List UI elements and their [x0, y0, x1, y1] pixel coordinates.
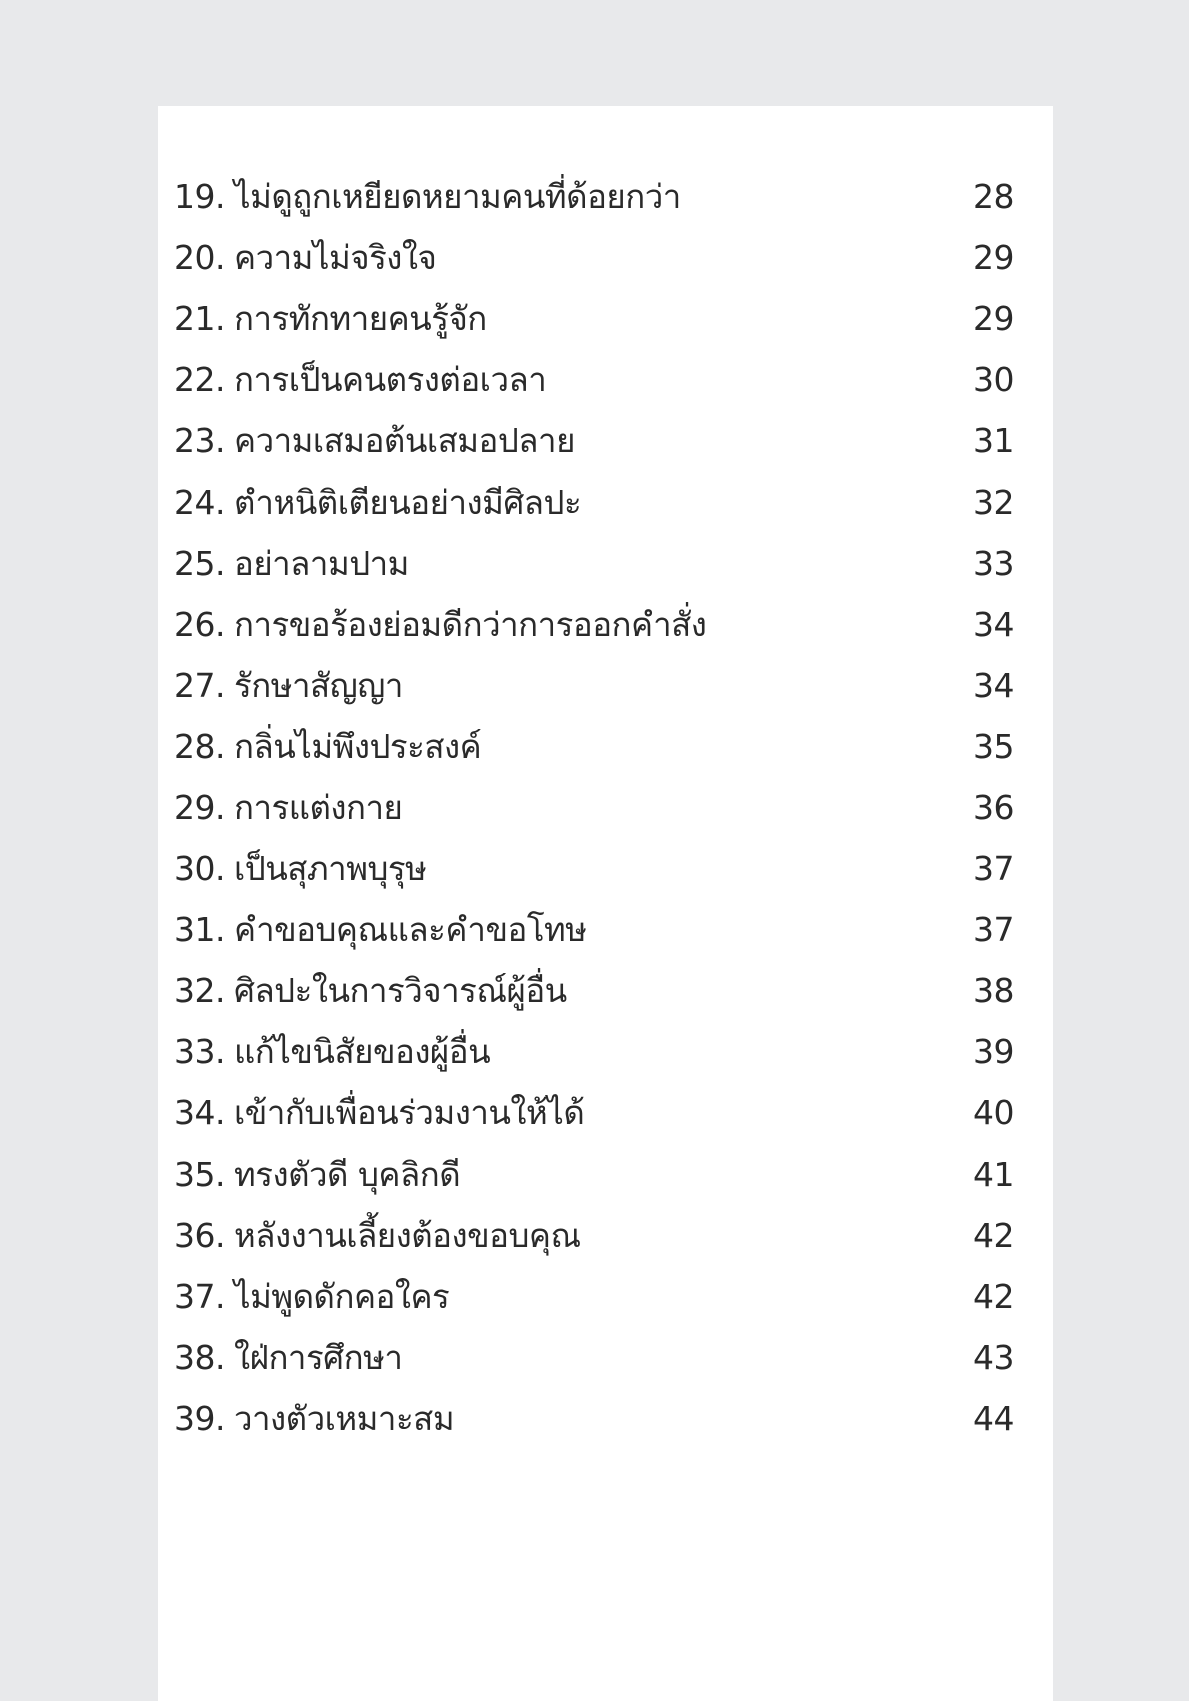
entry-page-number: 37	[973, 849, 1014, 889]
entry-page-number: 34	[973, 604, 1014, 644]
entry-page-number: 36	[973, 787, 1014, 827]
entry-title: คำขอบคุณและคำขอโทษ	[234, 910, 587, 950]
entry-page-number: 44	[973, 1398, 1014, 1438]
entry-title: การขอร้องย่อมดีกว่าการออกคำสั่ง	[234, 604, 707, 644]
entry-page-number: 29	[973, 238, 1014, 278]
entry-number: 30.	[174, 849, 225, 889]
entry-number: 22.	[174, 360, 225, 400]
toc-entry	[174, 1021, 1014, 1082]
entry-page-number: 43	[973, 1337, 1014, 1377]
toc-entry	[174, 655, 1014, 716]
toc-entry	[174, 594, 1014, 655]
toc-entry	[174, 1144, 1014, 1205]
entry-page-number: 28	[973, 177, 1014, 217]
entry-page-number: 35	[973, 726, 1014, 766]
entry-number: 29.	[174, 787, 225, 827]
entry-number: 28.	[174, 726, 225, 766]
toc-entry	[174, 716, 1014, 777]
toc-entry	[174, 838, 1014, 899]
toc-entry	[174, 1205, 1014, 1266]
entry-number: 33.	[174, 1032, 225, 1072]
entry-title: ใฝ่การศึกษา	[234, 1337, 403, 1377]
entry-number: 27.	[174, 665, 225, 705]
toc-entry	[174, 899, 1014, 960]
toc-entry	[174, 1327, 1014, 1388]
entry-title: ตำหนิติเตียนอย่างมีศิลปะ	[234, 482, 582, 522]
toc-entry	[174, 410, 1014, 471]
entry-page-number: 34	[973, 665, 1014, 705]
entry-title: ทรงตัวดี บุคลิกดี	[234, 1154, 461, 1194]
entry-number: 34.	[174, 1093, 225, 1133]
toc-entry	[174, 349, 1014, 410]
entry-number: 32.	[174, 971, 225, 1011]
entry-page-number: 37	[973, 910, 1014, 950]
entry-number: 25.	[174, 543, 225, 583]
entry-number: 39.	[174, 1398, 225, 1438]
entry-page-number: 41	[973, 1154, 1014, 1194]
entry-page-number: 40	[973, 1093, 1014, 1133]
entry-page-number: 38	[973, 971, 1014, 1011]
toc-entry	[174, 471, 1014, 532]
entry-title: หลังงานเลี้ยงต้องขอบคุณ	[234, 1215, 581, 1255]
entry-title: เข้ากับเพื่อนร่วมงานให้ได้	[234, 1093, 585, 1133]
entry-page-number: 31	[973, 421, 1014, 461]
entry-title: แก้ไขนิสัยของผู้อื่น	[234, 1032, 491, 1072]
toc-entry	[174, 1388, 1014, 1449]
entry-page-number: 42	[973, 1215, 1014, 1255]
entry-title: ไม่พูดดักคอใคร	[234, 1276, 450, 1316]
toc-entry	[174, 960, 1014, 1021]
entry-title: กลิ่นไม่พึงประสงค์	[234, 726, 482, 766]
entry-title: วางตัวเหมาะสม	[234, 1398, 455, 1438]
entry-page-number: 32	[973, 482, 1014, 522]
toc-entry	[174, 288, 1014, 349]
entry-number: 20.	[174, 238, 225, 278]
entry-page-number: 29	[973, 299, 1014, 339]
entry-title: อย่าลามปาม	[234, 543, 409, 583]
toc-entry	[174, 533, 1014, 594]
entry-title: การเป็นคนตรงต่อเวลา	[234, 360, 547, 400]
toc-entry	[174, 227, 1014, 288]
entry-number: 35.	[174, 1154, 225, 1194]
toc-entry	[174, 1082, 1014, 1143]
entry-page-number: 33	[973, 543, 1014, 583]
entry-page-number: 30	[973, 360, 1014, 400]
entry-number: 19.	[174, 177, 225, 217]
entry-number: 38.	[174, 1337, 225, 1377]
entry-title: ศิลปะในการวิจารณ์ผู้อื่น	[234, 971, 567, 1011]
entry-title: ความเสมอต้นเสมอปลาย	[234, 421, 575, 461]
book-page	[158, 106, 1053, 1701]
entry-number: 23.	[174, 421, 225, 461]
entry-title: การทักทายคนรู้จัก	[234, 299, 487, 339]
toc-entry	[174, 166, 1014, 227]
entry-title: ความไม่จริงใจ	[234, 238, 437, 278]
entry-number: 31.	[174, 910, 225, 950]
toc-entry	[174, 777, 1014, 838]
entry-title: ไม่ดูถูกเหยียดหยามคนที่ด้อยกว่า	[234, 177, 681, 217]
entry-title: เป็นสุภาพบุรุษ	[234, 849, 427, 889]
entry-title: การแต่งกาย	[234, 787, 403, 827]
entry-number: 36.	[174, 1215, 225, 1255]
entry-number: 21.	[174, 299, 225, 339]
toc-entry	[174, 1266, 1014, 1327]
entry-number: 24.	[174, 482, 225, 522]
entry-page-number: 39	[973, 1032, 1014, 1072]
entry-title: รักษาสัญญา	[234, 665, 403, 705]
table-of-contents	[174, 166, 1014, 1449]
entry-page-number: 42	[973, 1276, 1014, 1316]
entry-number: 37.	[174, 1276, 225, 1316]
entry-number: 26.	[174, 604, 225, 644]
